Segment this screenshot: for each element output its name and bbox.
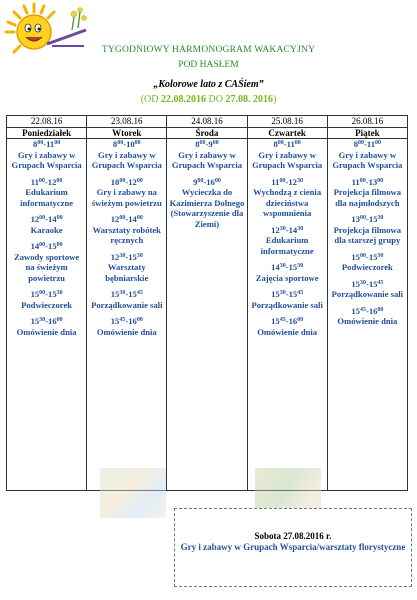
event-time: $14^{00}-15^{00}$ — [30, 241, 63, 251]
time-hours: 11 — [351, 176, 360, 187]
time-minutes: 30 — [377, 252, 384, 259]
time-hours: 10 — [110, 176, 120, 187]
time-hours: 16 — [128, 316, 137, 326]
date-range-from: 22.08.2016 — [160, 94, 206, 105]
time-hours: 13 — [368, 176, 378, 187]
day-name: Czwartek — [247, 128, 327, 139]
time-hours: 8 — [112, 139, 118, 149]
event-time: $12^{30}-14^{30}$ — [271, 224, 304, 235]
schedule-motto: „Kolorowe lato z CAŚiem” — [153, 79, 264, 90]
time-minutes: 30 — [279, 263, 286, 269]
time-hours: 11 — [30, 176, 39, 187]
event-time: $15^{30}-15^{45}$ — [110, 289, 143, 299]
event-entry — [169, 177, 244, 230]
event-time: $14^{30}-15^{30}$ — [271, 262, 304, 272]
time-minutes: 00 — [294, 140, 301, 146]
event-title: Projekcja filmowa dla najmłodszych — [333, 187, 402, 208]
day-name: Poniedziałek — [7, 128, 87, 139]
time-hours: 8 — [273, 139, 278, 149]
time-minutes: 00 — [279, 177, 286, 184]
time-minutes: 00 — [136, 215, 143, 221]
day-names-row — [7, 128, 408, 139]
time-hours: 14 — [288, 224, 298, 235]
event-time: $15^{30}-15^{45}$ — [351, 278, 384, 289]
event-time: $15^{30}-15^{45}$ — [271, 289, 304, 299]
time-minutes: 00 — [136, 177, 143, 184]
day-date: 25.08.16 — [247, 116, 327, 128]
event-title: Gry i zabawy w Grupach Wsparcia — [171, 149, 243, 170]
event-title: Porządkowanie sali — [91, 299, 163, 310]
event-entry — [250, 177, 325, 219]
event-title: Omówienie dnia — [16, 326, 77, 337]
time-minutes: 30 — [56, 290, 63, 296]
day-date: 22.08.16 — [7, 116, 87, 128]
event-title: Wycieczka do Kazimierza Dolnego (Stowarzyszenie dla Ziemi) — [169, 187, 245, 229]
time-hours: 15 — [288, 262, 298, 272]
time-hours: 15 — [368, 251, 378, 262]
time-minutes: 00 — [358, 140, 365, 146]
time-hours: 15 — [48, 241, 57, 251]
time-minutes: 30 — [297, 263, 304, 269]
time-hours: 9 — [193, 176, 198, 187]
time-minutes: 00 — [359, 177, 366, 184]
day-date: 23.08.16 — [87, 116, 167, 128]
event-title: Gry i zabawy na świeżym powietrzu — [91, 187, 162, 208]
event-time: $10^{00}-12^{00}$ — [110, 176, 143, 187]
time-minutes: 30 — [296, 177, 303, 184]
time-minutes: 00 — [377, 306, 384, 313]
time-hours: 14 — [271, 262, 280, 272]
time-hours: 15 — [271, 316, 280, 326]
event-time: $13^{00}-15^{30}$ — [351, 214, 384, 224]
event-entry — [9, 139, 84, 171]
decorative-photo — [100, 468, 166, 518]
time-minutes: 00 — [38, 177, 45, 184]
event-title: Warsztaty robótek ręcznych — [92, 224, 161, 245]
time-hours: 16 — [288, 316, 298, 326]
time-minutes: 00 — [136, 317, 143, 323]
event-title: Edukarium informatyczne — [260, 235, 314, 256]
time-hours: 12 — [288, 176, 297, 187]
time-minutes: 30 — [136, 252, 143, 259]
event-time: $15^{00}-15^{30}$ — [351, 251, 384, 262]
event-entry — [9, 316, 84, 337]
time-minutes: 45 — [119, 317, 126, 323]
time-hours: 11 — [366, 139, 376, 149]
day-events-4 — [327, 139, 407, 491]
time-hours: 16 — [48, 316, 57, 326]
time-minutes: 00 — [56, 242, 63, 248]
time-hours: 11 — [271, 176, 280, 187]
time-hours: 15 — [351, 305, 360, 316]
event-entry — [250, 139, 325, 171]
time-minutes: 45 — [297, 290, 304, 296]
time-hours: 8 — [32, 139, 38, 149]
event-entry — [89, 177, 164, 209]
event-entry — [9, 214, 84, 235]
time-minutes: 00 — [37, 140, 44, 146]
time-minutes: 00 — [56, 177, 63, 184]
saturday-box — [174, 508, 412, 587]
time-minutes: 00 — [117, 140, 124, 146]
event-time: $15^{45}-16^{00}$ — [271, 316, 304, 326]
event-time: $12^{00}-14^{00}$ — [30, 214, 63, 224]
event-title: Zajęcia sportowe — [255, 272, 319, 283]
event-time: $15^{30}-16^{00}$ — [30, 316, 63, 326]
event-entry — [330, 214, 405, 246]
event-title: Porządkowanie sali — [251, 299, 323, 310]
event-entry — [89, 139, 164, 171]
time-hours: 15 — [30, 289, 40, 299]
event-entry — [89, 214, 164, 246]
event-entry — [330, 279, 405, 300]
time-minutes: 00 — [214, 177, 221, 184]
event-entry — [89, 252, 164, 284]
time-hours: 12 — [47, 176, 57, 187]
time-hours: 12 — [110, 251, 120, 262]
time-hours: 16 — [206, 176, 215, 187]
time-hours: 15 — [368, 278, 378, 289]
event-time: $11^{00}-12^{00}$ — [30, 176, 63, 187]
time-hours: 12 — [128, 176, 137, 187]
time-hours: 15 — [351, 278, 360, 289]
event-entry — [250, 316, 325, 337]
event-entry — [9, 177, 84, 209]
time-hours: 15 — [30, 316, 40, 326]
date-range-close: ) — [272, 94, 277, 105]
event-title: Omówienie dnia — [96, 326, 157, 337]
time-hours: 15 — [110, 316, 120, 326]
schedule-subtitle: POD HASŁEM — [178, 60, 239, 70]
day-date: 24.08.16 — [167, 116, 247, 128]
time-hours: 15 — [128, 251, 137, 262]
event-title: Porządkowanie sali — [331, 289, 404, 299]
time-minutes: 00 — [39, 290, 46, 296]
time-minutes: 45 — [279, 317, 286, 323]
schedule-date-range — [0, 94, 417, 106]
time-minutes: 00 — [199, 140, 206, 146]
event-time: $12^{00}-14^{00}$ — [110, 214, 143, 224]
time-hours: 10 — [126, 139, 135, 149]
event-entry — [250, 262, 325, 283]
event-time: $8^{00}-10^{00}$ — [112, 139, 141, 149]
time-minutes: 00 — [56, 317, 63, 323]
time-minutes: 00 — [277, 140, 284, 146]
event-title: Omówienie dnia — [337, 316, 398, 326]
time-hours: 15 — [288, 289, 298, 299]
event-title: Gry i zabawy w Grupach Wsparcia — [11, 149, 82, 170]
event-entry — [9, 241, 84, 283]
time-minutes: 30 — [279, 290, 286, 296]
time-hours: 14 — [30, 241, 40, 251]
date-range-open: (OD — [140, 94, 161, 105]
events-row — [7, 139, 408, 491]
time-minutes: 00 — [359, 215, 366, 221]
time-hours: 8 — [195, 139, 200, 149]
time-minutes: 00 — [134, 140, 141, 146]
event-time: $15^{45}-16^{00}$ — [351, 305, 384, 316]
event-title: Warsztaty bębniarskie — [105, 262, 149, 283]
event-time: $11^{00}-13^{00}$ — [351, 176, 384, 187]
event-entry — [9, 289, 84, 310]
event-title: Omówienie dnia — [257, 326, 318, 337]
day-name: Piątek — [327, 128, 407, 139]
time-hours: 15 — [368, 214, 378, 224]
time-hours: 11 — [286, 139, 295, 149]
event-time: $8^{00}-11^{00}$ — [273, 139, 301, 149]
event-title: Gry i zabawy w Grupach Wsparcia — [91, 149, 162, 170]
event-entry — [169, 139, 244, 171]
event-title: Podwieczorek — [341, 262, 393, 272]
event-entry — [330, 306, 405, 327]
event-title: Gry i zabawy w Grupach Wsparcia — [332, 149, 403, 170]
time-hours: 15 — [128, 289, 137, 299]
event-entry — [89, 316, 164, 337]
event-entry — [330, 177, 405, 209]
time-minutes: 45 — [359, 306, 366, 313]
time-minutes: 30 — [119, 290, 126, 296]
time-hours: 14 — [48, 214, 57, 224]
saturday-activity: Gry i zabawy w Grupach Wsparcia/warsztaty florystyczne — [180, 542, 406, 552]
time-minutes: 00 — [39, 215, 46, 221]
time-minutes: 00 — [197, 177, 204, 184]
time-hours: 9 — [208, 139, 213, 149]
time-minutes: 30 — [279, 225, 286, 232]
dates-row — [7, 116, 408, 128]
event-time: $8^{00}-9^{00}$ — [195, 139, 219, 149]
time-hours: 8 — [353, 139, 359, 149]
time-hours: 15 — [351, 251, 360, 262]
event-time: $11^{00}-12^{30}$ — [271, 176, 303, 187]
time-minutes: 00 — [119, 177, 126, 184]
date-range-mid: DO — [205, 94, 226, 105]
time-minutes: 00 — [56, 215, 63, 221]
time-minutes: 00 — [39, 242, 46, 248]
date-range-to: 27.08. 2016 — [225, 94, 273, 105]
saturday-title: Sobota 27.08.2016 r. — [254, 531, 332, 541]
time-minutes: 45 — [136, 290, 143, 296]
time-minutes: 00 — [297, 317, 304, 323]
time-hours: 14 — [128, 214, 137, 224]
time-minutes: 00 — [212, 140, 219, 146]
day-events-2 — [167, 139, 247, 491]
time-minutes: 00 — [119, 215, 126, 221]
day-events-3 — [247, 139, 327, 491]
time-minutes: 30 — [119, 252, 126, 259]
event-title: Karaoke — [30, 224, 63, 235]
time-minutes: 30 — [39, 317, 46, 323]
time-hours: 13 — [351, 214, 360, 224]
event-title: Wychodzą z cienia dzieciństwa wspomnienia — [253, 187, 322, 218]
event-entry — [330, 139, 405, 171]
time-minutes: 00 — [54, 140, 61, 146]
time-hours: 15 — [110, 289, 120, 299]
event-time: $9^{00}-16^{00}$ — [193, 176, 221, 187]
event-time: $8^{00}-11^{00}$ — [353, 139, 382, 149]
time-hours: 12 — [110, 214, 120, 224]
time-hours: 16 — [368, 305, 378, 316]
time-hours: 15 — [271, 289, 280, 299]
schedule-title: TYGODNIOWY HARMONOGRAM WAKACYJNY — [101, 45, 316, 55]
time-minutes: 00 — [359, 252, 366, 259]
time-hours: 12 — [271, 224, 280, 235]
event-time: $15^{00}-15^{30}$ — [30, 289, 63, 299]
event-title: Zawody sportowe na świeżym powietrzu — [14, 251, 80, 283]
time-minutes: 00 — [377, 177, 384, 184]
time-minutes: 30 — [359, 279, 366, 286]
day-events-0 — [7, 139, 87, 491]
time-hours: 12 — [30, 214, 40, 224]
event-title: Podwieczorek — [21, 299, 73, 310]
time-minutes: 00 — [375, 140, 382, 146]
time-hours: 11 — [46, 139, 55, 149]
event-entry — [89, 289, 164, 310]
day-events-1 — [87, 139, 167, 491]
schedule-table — [6, 115, 408, 491]
event-time: $8^{00}-11^{00}$ — [32, 139, 61, 149]
event-time: $12^{30}-15^{30}$ — [110, 251, 143, 262]
event-entry — [250, 289, 325, 310]
event-entry — [330, 252, 405, 273]
time-minutes: 45 — [377, 279, 384, 286]
time-minutes: 30 — [297, 225, 304, 232]
event-time: $15^{45}-16^{00}$ — [110, 316, 143, 326]
event-title: Projekcja filmowa dla starszej grupy — [333, 224, 402, 245]
event-title: Gry i zabawy w Grupach Wsparcia — [252, 149, 323, 170]
event-title: Edukarium informatyczne — [20, 187, 74, 208]
day-date: 26.08.16 — [327, 116, 407, 128]
day-name: Wtorek — [87, 128, 167, 139]
day-name: Środa — [167, 128, 247, 139]
event-entry — [250, 225, 325, 257]
time-hours: 15 — [48, 289, 57, 299]
time-minutes: 30 — [377, 215, 384, 221]
